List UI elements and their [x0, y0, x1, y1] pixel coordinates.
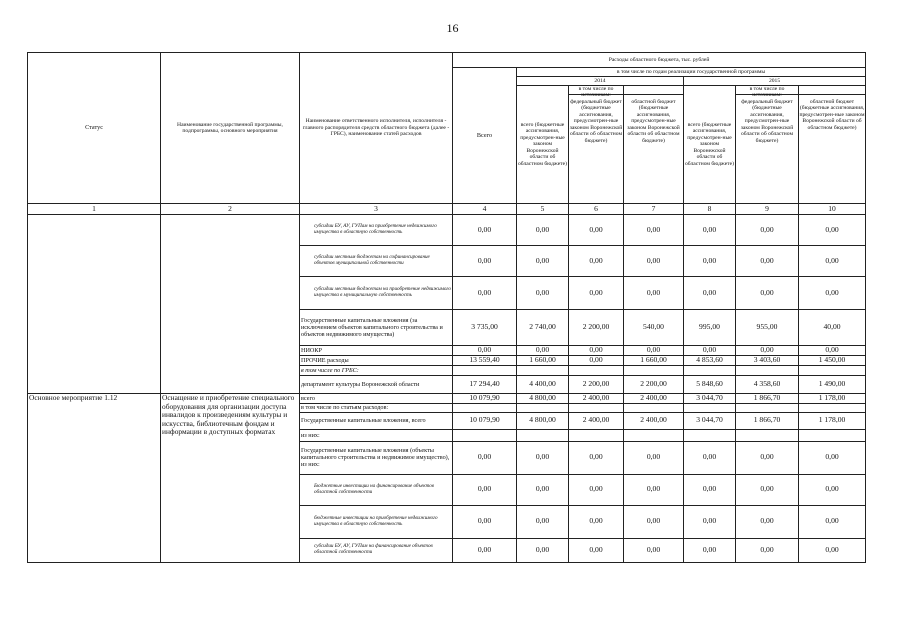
expense-item-label: из них: — [300, 429, 453, 441]
amount-cell: 3 735,00 — [453, 310, 517, 346]
header-total: Всего — [453, 68, 517, 204]
amount-cell: 2 740,00 — [517, 310, 569, 346]
amount-cell: 0,00 — [684, 505, 736, 538]
amount-cell: 0,00 — [624, 505, 684, 538]
amount-cell: 0,00 — [684, 441, 736, 474]
amount-cell: 2 400,00 — [624, 412, 684, 429]
amount-cell — [569, 429, 624, 441]
amount-cell: 3 403,60 — [736, 356, 799, 366]
header-regional-2015: областной бюджет (бюджетные ассигнования, предусмотрен-ные законом Воронежской области об областном бюджете) — [799, 99, 865, 131]
amount-cell: 2 200,00 — [624, 376, 684, 394]
section-name: Оснащение и приобретение специального оборудования для организации доступа инвалидов к произведениям культуры и искусства, библиотечным фондам и информации в доступных форматах — [161, 394, 300, 563]
amount-cell: 0,00 — [684, 277, 736, 310]
amount-cell — [517, 366, 569, 376]
amount-cell: 0,00 — [736, 441, 799, 474]
table-row — [28, 215, 866, 246]
amount-cell: 0,00 — [453, 505, 517, 538]
amount-cell: 0,00 — [736, 215, 799, 246]
amount-cell: 4 853,60 — [684, 356, 736, 366]
section-status: Основное мероприятие 1.12 — [28, 394, 161, 563]
header-federal-2015-cell — [736, 86, 799, 204]
amount-cell: 0,00 — [624, 215, 684, 246]
amount-cell: 0,00 — [517, 441, 569, 474]
header-by-years: в том числе по годам реализации государственной программы — [517, 68, 866, 77]
column-number: 1 — [28, 204, 161, 215]
amount-cell: 0,00 — [453, 246, 517, 277]
amount-cell: 1 660,00 — [624, 356, 684, 366]
amount-cell: 0,00 — [517, 505, 569, 538]
amount-cell: 0,00 — [624, 474, 684, 505]
header-all-2014 — [517, 86, 569, 204]
column-number: 6 — [569, 204, 624, 215]
amount-cell: 0,00 — [569, 356, 624, 366]
column-number: 3 — [300, 204, 453, 215]
amount-cell: 0,00 — [453, 441, 517, 474]
amount-cell: 0,00 — [569, 538, 624, 562]
amount-cell: 0,00 — [736, 474, 799, 505]
amount-cell — [799, 429, 866, 441]
amount-cell: 2 400,00 — [624, 394, 684, 404]
amount-cell — [624, 429, 684, 441]
amount-cell: 0,00 — [684, 346, 736, 356]
amount-cell: 955,00 — [736, 310, 799, 346]
header-all-2014-text: всего (бюджетные ассигнования, предусмотрен-ные законом Воронежской области об областном бюджете) — [518, 122, 567, 167]
amount-cell: 40,00 — [799, 310, 866, 346]
page-number: 16 — [446, 21, 459, 35]
amount-cell: 0,00 — [453, 215, 517, 246]
amount-cell: 10 079,90 — [453, 394, 517, 404]
header-federal-2015: федеральный бюджет (бюджетные ассигнования, предусмотрен-ные законом Воронежской области об областном бюджете) — [740, 99, 794, 144]
amount-cell: 0,00 — [624, 538, 684, 562]
amount-cell — [684, 366, 736, 376]
amount-cell: 0,00 — [453, 474, 517, 505]
amount-cell: 3 044,70 — [684, 412, 736, 429]
header-sources-2015: в том числе по источникам: — [736, 86, 798, 95]
table-row — [28, 394, 866, 404]
amount-cell: 4 800,00 — [517, 412, 569, 429]
expense-item-label: Государственные капитальные вложения, всего — [300, 412, 453, 429]
amount-cell: 2 400,00 — [569, 394, 624, 404]
amount-cell: 0,00 — [569, 277, 624, 310]
amount-cell: 2 200,00 — [569, 310, 624, 346]
amount-cell: 1 660,00 — [517, 356, 569, 366]
header-expenses-title: Расходы областного бюджета, тыс. рублей — [453, 53, 866, 68]
header-federal-2014: федеральный бюджет (бюджетные ассигнования, предусмотрен-ные законом Воронежской области об областном бюджете) — [569, 99, 623, 144]
expense-item-label: Бюджетные инвестиции на финансирование объектов областной собственности — [300, 474, 453, 505]
amount-cell — [799, 366, 866, 376]
expense-item-label: Государственные капитальные вложения (объекты капитального строительства и недвижимое имущество), из них: — [300, 441, 453, 474]
amount-cell — [517, 429, 569, 441]
status-cell-empty — [28, 215, 161, 394]
header-status: Статус — [28, 53, 161, 204]
amount-cell — [624, 403, 684, 412]
budget-table — [27, 52, 866, 563]
amount-cell — [569, 366, 624, 376]
header-regional-2014-cell — [624, 86, 684, 204]
header-year-2014: 2014 — [517, 77, 684, 86]
header-sources-2014-b — [624, 86, 683, 95]
expense-item-label: всего — [300, 394, 453, 404]
amount-cell: 0,00 — [799, 215, 866, 246]
amount-cell: 0,00 — [799, 441, 866, 474]
amount-cell: 0,00 — [624, 346, 684, 356]
expense-item-label: ПРОЧИЕ расходы — [300, 356, 453, 366]
amount-cell: 0,00 — [517, 538, 569, 562]
amount-cell: 0,00 — [517, 277, 569, 310]
amount-cell: 0,00 — [736, 246, 799, 277]
header-sources-2014: в том числе по источникам: — [569, 86, 623, 95]
amount-cell: 0,00 — [517, 246, 569, 277]
amount-cell: 5 848,60 — [684, 376, 736, 394]
amount-cell — [569, 403, 624, 412]
amount-cell: 1 178,00 — [799, 412, 866, 429]
expense-item-label: субсидии местным бюджетам на приобретение недвижимого имущества в муниципальную собственность — [300, 277, 453, 310]
amount-cell: 0,00 — [517, 346, 569, 356]
amount-cell — [736, 429, 799, 441]
column-number: 10 — [799, 204, 866, 215]
column-number: 5 — [517, 204, 569, 215]
amount-cell: 0,00 — [799, 277, 866, 310]
amount-cell: 1 866,70 — [736, 412, 799, 429]
amount-cell: 0,00 — [517, 474, 569, 505]
header-regional-2014: областной бюджет (бюджетные ассигнования, предусмотрен-ные законом Воронежской области об областном бюджете) — [627, 99, 680, 144]
expense-item-label: субсидии БУ, АУ, ГУПам на финансирование объектов областной собственности — [300, 538, 453, 562]
column-number: 8 — [684, 204, 736, 215]
amount-cell — [624, 366, 684, 376]
amount-cell: 17 294,40 — [453, 376, 517, 394]
amount-cell — [736, 366, 799, 376]
column-number: 7 — [624, 204, 684, 215]
amount-cell — [684, 403, 736, 412]
amount-cell: 1 866,70 — [736, 394, 799, 404]
column-number: 2 — [161, 204, 300, 215]
header-year-2015: 2015 — [684, 77, 866, 86]
expense-item-label: бюджетные инвестиции на приобретение недвижимого имущества в областную собственность — [300, 505, 453, 538]
amount-cell: 0,00 — [684, 538, 736, 562]
amount-cell: 0,00 — [569, 441, 624, 474]
amount-cell: 1 450,00 — [799, 356, 866, 366]
amount-cell: 0,00 — [799, 538, 866, 562]
amount-cell: 0,00 — [624, 441, 684, 474]
amount-cell: 1 490,00 — [799, 376, 866, 394]
expense-item-label: Государственные капитальные вложения (за исключением объектов капитального строительства и объектов недвижимого имущества) — [300, 310, 453, 346]
amount-cell: 0,00 — [736, 346, 799, 356]
header-all-2015-text: всего (бюджетные ассигнования, предусмотрен-ные законом Воронежской области об областном бюджете) — [685, 122, 734, 167]
amount-cell: 0,00 — [569, 474, 624, 505]
amount-cell: 2 400,00 — [569, 412, 624, 429]
amount-cell: 13 559,40 — [453, 356, 517, 366]
amount-cell: 4 800,00 — [517, 394, 569, 404]
header-regional-2015-cell — [799, 86, 866, 204]
header-sources-2015-b — [799, 86, 865, 95]
amount-cell: 10 079,90 — [453, 412, 517, 429]
amount-cell: 0,00 — [453, 538, 517, 562]
amount-cell: 0,00 — [453, 277, 517, 310]
amount-cell: 0,00 — [453, 346, 517, 356]
expense-item-label: департамент культуры Воронежской области — [300, 376, 453, 394]
amount-cell: 0,00 — [624, 246, 684, 277]
amount-cell: 0,00 — [799, 505, 866, 538]
amount-cell — [684, 429, 736, 441]
header-program-name: Наименование государственной программы, подпрограммы, основного мероприятия — [161, 53, 300, 204]
amount-cell: 0,00 — [517, 215, 569, 246]
amount-cell: 0,00 — [569, 505, 624, 538]
amount-cell: 0,00 — [799, 474, 866, 505]
expense-item-label: в том числе по статьям расходов: — [300, 403, 453, 412]
amount-cell: 0,00 — [569, 215, 624, 246]
amount-cell: 0,00 — [684, 246, 736, 277]
amount-cell: 3 044,70 — [684, 394, 736, 404]
amount-cell — [799, 403, 866, 412]
amount-cell: 0,00 — [624, 277, 684, 310]
amount-cell: 4 358,60 — [736, 376, 799, 394]
amount-cell: 0,00 — [736, 538, 799, 562]
amount-cell — [517, 403, 569, 412]
amount-cell: 540,00 — [624, 310, 684, 346]
amount-cell — [453, 429, 517, 441]
amount-cell: 2 200,00 — [569, 376, 624, 394]
amount-cell: 0,00 — [569, 246, 624, 277]
expense-item-label: субсидии БУ, АУ, ГУПам на приобретение недвижимого имущества в областную собственность — [300, 215, 453, 246]
amount-cell: 0,00 — [569, 346, 624, 356]
expense-item-label: субсидии местным бюджетам на софинансирование объектов муниципальной собственности — [300, 246, 453, 277]
header-all-2015 — [684, 86, 736, 204]
header-federal-2014-cell — [569, 86, 624, 204]
amount-cell: 1 178,00 — [799, 394, 866, 404]
column-number: 4 — [453, 204, 517, 215]
amount-cell: 4 400,00 — [517, 376, 569, 394]
program-name-cell-empty — [161, 215, 300, 394]
amount-cell: 0,00 — [799, 346, 866, 356]
expense-item-label: НИОКР — [300, 346, 453, 356]
amount-cell: 0,00 — [799, 246, 866, 277]
amount-cell: 0,00 — [684, 215, 736, 246]
header-executor: Наименование ответственного исполнителя, исполнителя - главного распорядителя средств областного бюджета (далее - ГРБС), наименование статей расходов — [300, 53, 453, 204]
amount-cell — [453, 403, 517, 412]
column-numbers-row — [28, 204, 866, 215]
amount-cell — [736, 403, 799, 412]
amount-cell: 0,00 — [684, 474, 736, 505]
amount-cell: 995,00 — [684, 310, 736, 346]
amount-cell: 0,00 — [736, 505, 799, 538]
amount-cell — [453, 366, 517, 376]
expense-item-label: в том числе по ГРБС: — [300, 366, 453, 376]
column-number: 9 — [736, 204, 799, 215]
amount-cell: 0,00 — [736, 277, 799, 310]
